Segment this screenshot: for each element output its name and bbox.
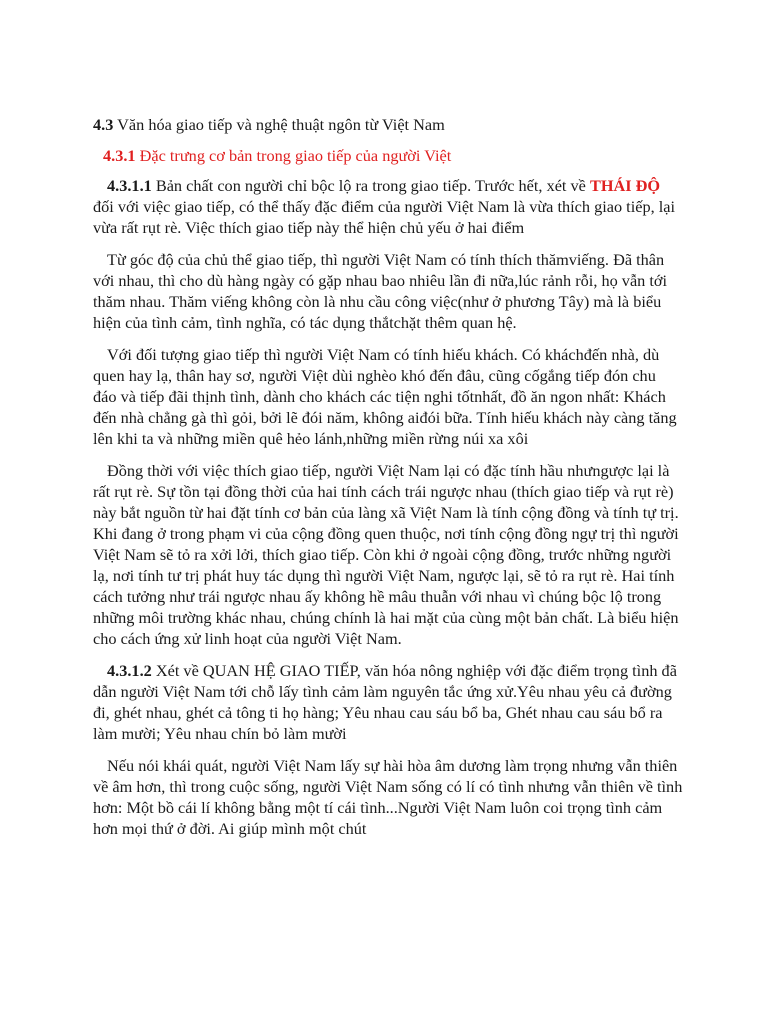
paragraph-hieu-khach: Với đối tượng giao tiếp thì người Việt Nam có tính hiếu khách. Có kháchđến nhà, dù quen hay lạ, thân hay sơ, người Việt dùi nghèo khó đến đâu, cũng cốgắng tiếp đón chu đáo và tiếp đãi thịnh tình, dành cho khách các tiện nghi tốtnhất, đồ ăn ngon nhất: Khách đến nhà chẳng gà thì gỏi, bởi lẽ đói năm, không aiđói bữa. Tính hiếu khách này càng tăng lên khi ta và những miền quê hẻo lánh,những miền rừng núi xa xôi — [93, 345, 677, 448]
subsection-title: Đặc trưng cơ bản trong giao tiếp của người Việt — [135, 146, 452, 165]
subsection-number: 4.3.1 — [103, 146, 136, 165]
paragraph-4-3-1-2 — [93, 660, 683, 744]
paragraph-text-a: Bản chất con người chỉ bộc lộ ra trong giao tiếp. Trước hết, xét về — [151, 176, 590, 195]
paragraph-tham-vieng: Từ góc độ của chủ thể giao tiếp, thì người Việt Nam có tính thích thămviếng. Đã thân với nhau, thì cho dù hàng ngày có gặp nhau bao nhiêu lần đi nữa,lúc rảnh rỗi, họ vẫn tới thăm nhau. Thăm viếng không còn là nhu cầu công việc(như ở phương Tây) mà là biểu hiện của tình cảm, tình nghĩa, có tác dụng thắtchặt thêm quan hệ. — [93, 250, 668, 332]
subsection-heading-4-3-1 — [103, 145, 683, 166]
paragraph-4-3-1-1 — [93, 175, 683, 238]
paragraph-trong-tinh: Nếu nói khái quát, người Việt Nam lấy sự hài hòa âm dương làm trọng nhưng vẫn thiên về âm hơn, thì trong cuộc sống, người Việt Nam sống có lí có tình nhưng vẫn thiên về tình hơn: Một bồ cái lí không bằng một tí cái tình...Người Việt Nam luôn coi trọng tình cảm hơn mọi thứ ở đời. Ai giúp mình một chút — [93, 756, 683, 838]
section-heading-4-3 — [93, 114, 683, 135]
paragraph-text: Xét về QUAN HỆ GIAO TIẾP, văn hóa nông nghiệp với đặc điểm trọng tình đã dẫn người Việt Nam tới chỗ lấy tình cảm làm nguyên tắc ứng xử.Yêu nhau yêu cả đường đi, ghét nhau, ghét cả tông ti họ hàng; Yêu nhau cau sáu bổ ba, Ghét nhau cau sáu bổ ra làm mười; Yêu nhau chín bỏ làm mười — [93, 661, 677, 743]
section-title: Văn hóa giao tiếp và nghệ thuật ngôn từ Việt Nam — [113, 115, 445, 134]
section-number: 4.3 — [93, 115, 114, 134]
highlight-thai-do: THÁI ĐỘ — [589, 176, 661, 195]
paragraph-rut-re: Đồng thời với việc thích giao tiếp, người Việt Nam lại có đặc tính hầu nhưngược lại là rất rụt rè. Sự tồn tại đồng thời của hai tính cách trái ngược nhau (thích giao tiếp và rụt rè) này bắt nguồn từ hai đặt tính cơ bản của làng xã Việt Nam là tính cộng đồng và tính tự trị. Khi đang ở trong phạm vi của cộng đồng quen thuộc, nơi tính cộng đồng ngự trị thì người Việt Nam sẽ tỏ ra xởi lởi, thích giao tiếp. Còn khi ở ngoài cộng đồng, trước những người lạ, nơi tính tư trị phát huy tác dụng thì người Việt Nam, ngược lại, sẽ tỏ ra rụt rè. Hai tính cách tưởng như trái ngược nhau ấy không hề mâu thuẫn với nhau vì chúng bộc lộ trong những môi trường khác nhau, chúng chính là hai mặt của cùng một bản chất. Là biểu hiện cho cách ứng xử linh hoạt của người Việt Nam. — [93, 461, 679, 648]
paragraph-number: 4.3.1.2 — [107, 661, 152, 680]
document-page — [93, 114, 683, 850]
paragraph-text-b: đối với việc giao tiếp, có thể thấy đặc điểm của người Việt Nam là vừa thích giao tiếp, lại vừa rất rụt rè. Việc thích giao tiếp này thể hiện chủ yếu ở hai điểm — [93, 197, 676, 237]
paragraph-number: 4.3.1.1 — [107, 176, 152, 195]
